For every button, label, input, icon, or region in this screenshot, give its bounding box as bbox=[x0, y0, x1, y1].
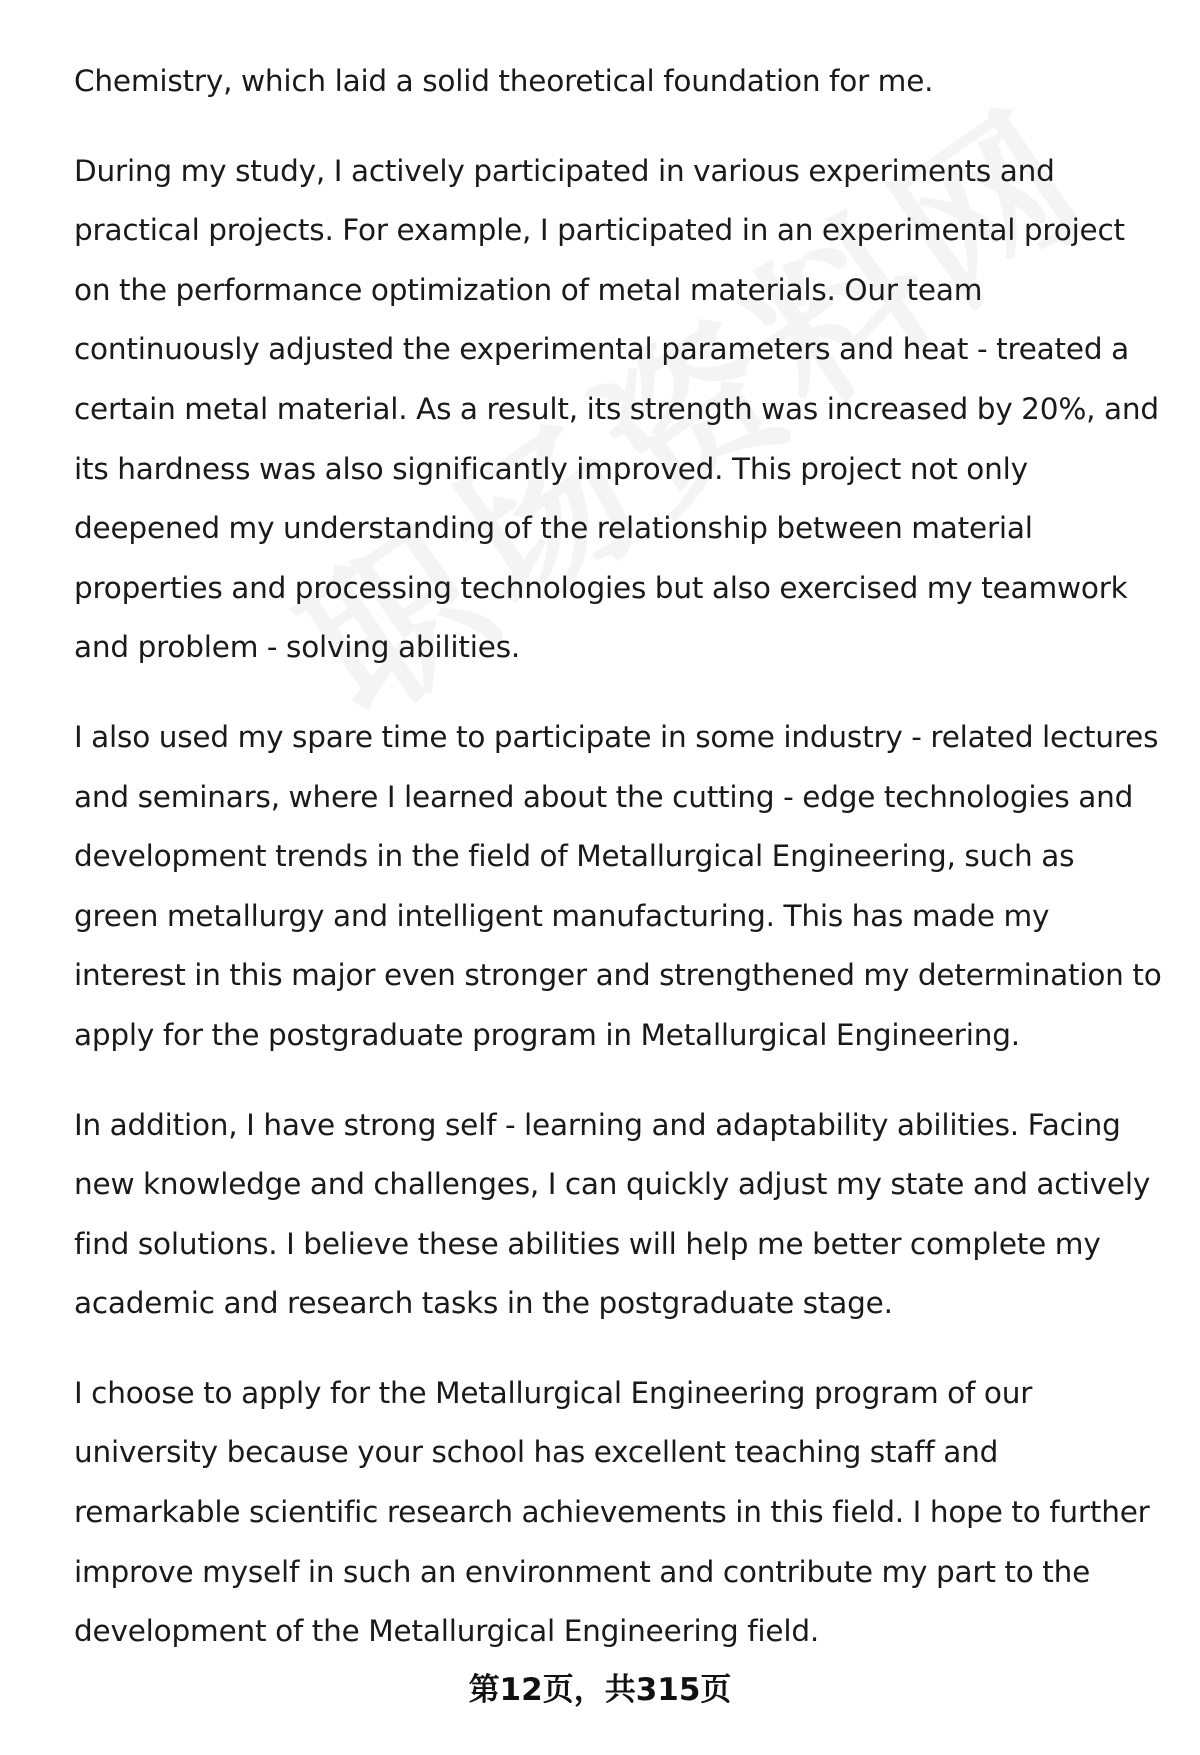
page-number-footer: 第12页，共315页 bbox=[468, 1672, 732, 1708]
paragraph-3: I also used my spare time to participate in some industry - related lectures and seminars, where I learned about the cutting - edge technologies and development trends in the field of Metallurgical Engineering, such as green metallurgy and intelligent manufacturing. This has made my interest in this major even stronger and strengthened my determination to apply for the postgraduate program in Metallurgical Engineering. bbox=[74, 719, 1162, 1052]
document-body bbox=[74, 52, 1164, 1692]
paragraph-5: I choose to apply for the Metallurgical Engineering program of our university because your school has excellent teaching staff and remarkable scientific research achievements in this field. I hope to further improve myself in such an environment and contribute my part to the development of the Metallurgical Engineering field. bbox=[74, 1375, 1150, 1649]
paragraph-2: During my study, I actively participated in various experiments and practical projects. For example, I participated in an experimental project on the performance optimization of metal materials. Our team continuously adjusted the experimental parameters and heat - treated a certain metal material. As a result, its strength was increased by 20%, and its hardness was also significantly improved. This project not only deepened my understanding of the relationship between material properties and processing technologies but also exercised my teamwork and problem - solving abilities. bbox=[74, 153, 1159, 665]
paragraph-1: Chemistry, which laid a solid theoretical foundation for me. bbox=[74, 64, 934, 98]
paragraph-4: In addition, I have strong self - learning and adaptability abilities. Facing new knowledge and challenges, I can quickly adjust my state and actively find solutions. I believe these abilities will help me better complete my academic and research tasks in the postgraduate stage. bbox=[74, 1107, 1151, 1321]
